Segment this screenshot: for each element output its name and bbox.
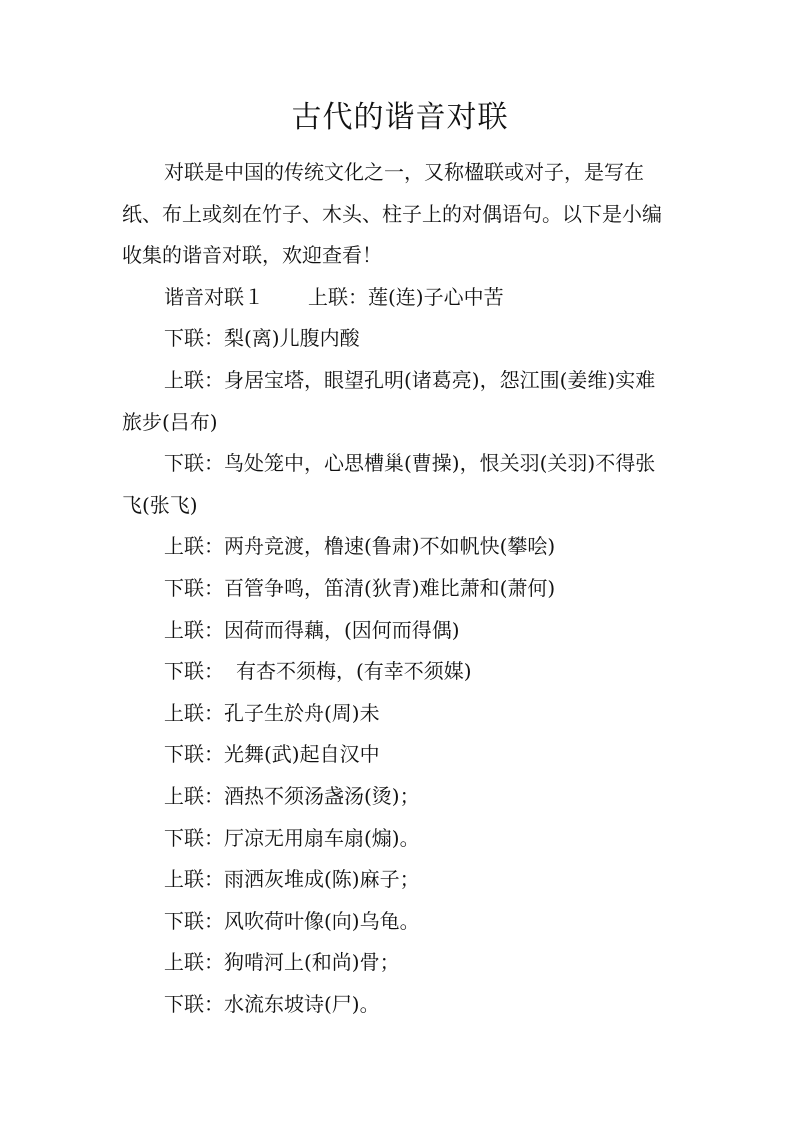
couplet-line (122, 277, 667, 319)
couplet-line: 上联：孔子生於舟(周)未 (164, 700, 380, 725)
couplet-label: 下联： (164, 659, 224, 684)
couplet-text: 有杏不须梅，(有幸不须媒) (236, 659, 472, 684)
document-body (122, 152, 667, 1025)
couplet-line: 上联：酒热不须汤盏汤(烫)； (164, 783, 420, 808)
document-title: 古代的谐音对联 (291, 100, 509, 135)
couplet-line: 上联：身居宝塔，眼望孔明(诸葛亮)，怨江围(姜维)实难旅步(吕布) (122, 367, 656, 434)
couplet-text: 上联：莲(连)子心中苦 (308, 284, 504, 309)
couplet-line: 上联：因荷而得藕，(因何而得偶) (164, 617, 460, 642)
couplet-line (122, 651, 667, 693)
couplet-line: 下联：鸟处笼中，心思槽巢(曹操)，恨关羽(关羽)不得张飞(张飞) (122, 451, 656, 517)
couplet-line: 下联：厅凉无用扇车扇(煽)。 (164, 825, 420, 850)
couplet-line: 上联：狗啃河上(和尚)骨； (164, 950, 400, 975)
couplet-line: 下联：水流东坡诗(尸)。 (164, 991, 380, 1016)
couplet-line: 下联：百管争鸣，笛清(狄青)难比萧和(萧何) (164, 575, 556, 600)
couplet-line: 下联：梨(离)儿腹内酸 (164, 326, 360, 351)
section-heading: 谐音对联１ (164, 284, 264, 309)
couplet-line: 下联：光舞(武)起自汉中 (164, 742, 380, 767)
couplet-line: 上联：雨洒灰堆成(陈)麻子； (164, 867, 420, 892)
intro-paragraph: 对联是中国的传统文化之一，又称楹联或对子，是写在纸、布上或刻在竹子、木头、柱子上的对偶语句。以下是小编收集的谐音对联，欢迎查看！ (122, 160, 662, 268)
couplet-line: 上联：两舟竞渡，橹速(鲁肃)不如帆快(攀哙) (164, 534, 556, 559)
couplet-line: 下联：风吹荷叶像(向)乌龟。 (164, 908, 420, 933)
